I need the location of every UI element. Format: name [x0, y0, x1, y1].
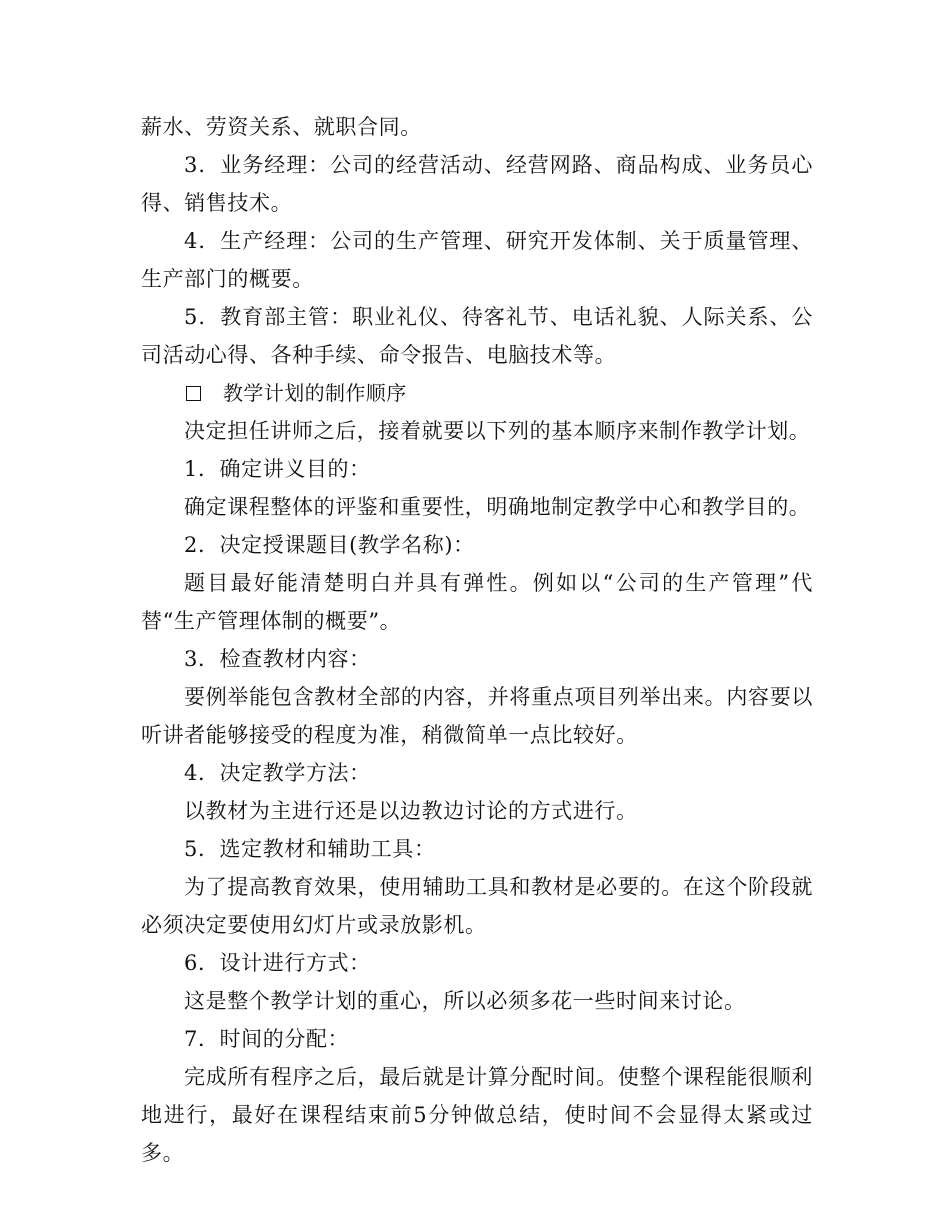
- paragraph: 薪水、劳资关系、就职合同。: [141, 115, 422, 139]
- paragraph: 这是整个教学计划的重心，所以必须多花一些时间来讨论。: [184, 989, 746, 1013]
- list-item-title: 4．决定教学方法：: [184, 761, 371, 785]
- paragraph: 完成所有程序之后，最后就是计算分配时间。使整个课程能很顺利地进行，最好在课程结束前5分钟做总结，使时间不会显得太紧或过多。: [141, 1065, 813, 1165]
- section-heading: [141, 374, 813, 412]
- list-item-title: 1．确定讲义目的：: [184, 457, 371, 481]
- list-item-title: 5．选定教材和辅助工具：: [184, 837, 436, 861]
- checkbox-square-icon: [186, 386, 201, 401]
- list-item-title: 3．检查教材内容：: [184, 647, 371, 671]
- paragraph: 确定课程整体的评鉴和重要性，明确地制定教学中心和教学目的。: [184, 495, 811, 519]
- paragraph: 决定担任讲师之后，接着就要以下列的基本顺序来制作教学计划。: [184, 419, 811, 443]
- document-body: [141, 108, 813, 1172]
- list-item-title: 2．决定授课题目(教学名称)：: [184, 533, 475, 557]
- paragraph: 题目最好能清楚明白并具有弹性。例如以“公司的生产管理”代替“生产管理体制的概要”。: [141, 571, 813, 633]
- list-item-title: 6．设计进行方式：: [184, 951, 371, 975]
- section-heading-text: 教学计划的制作顺序: [223, 381, 407, 405]
- paragraph: 要例举能包含教材全部的内容，并将重点项目列举出来。内容要以听讲者能够接受的程度为准，稍微简单一点比较好。: [141, 685, 813, 747]
- paragraph: 以教材为主进行还是以边教边讨论的方式进行。: [184, 799, 638, 823]
- paragraph: 为了提高教育效果，使用辅助工具和教材是必要的。在这个阶段就必须决定要使用幻灯片或录放影机。: [141, 875, 813, 937]
- paragraph: 4．生产经理：公司的生产管理、研究开发体制、关于质量管理、生产部门的概要。: [141, 229, 813, 291]
- paragraph: 5．教育部主管：职业礼仪、待客礼节、电话礼貌、人际关系、公司活动心得、各种手续、命令报告、电脑技术等。: [141, 305, 813, 367]
- list-item-title: 7．时间的分配：: [184, 1027, 350, 1051]
- paragraph: 3．业务经理：公司的经营活动、经营网路、商品构成、业务员心得、销售技术。: [141, 153, 813, 215]
